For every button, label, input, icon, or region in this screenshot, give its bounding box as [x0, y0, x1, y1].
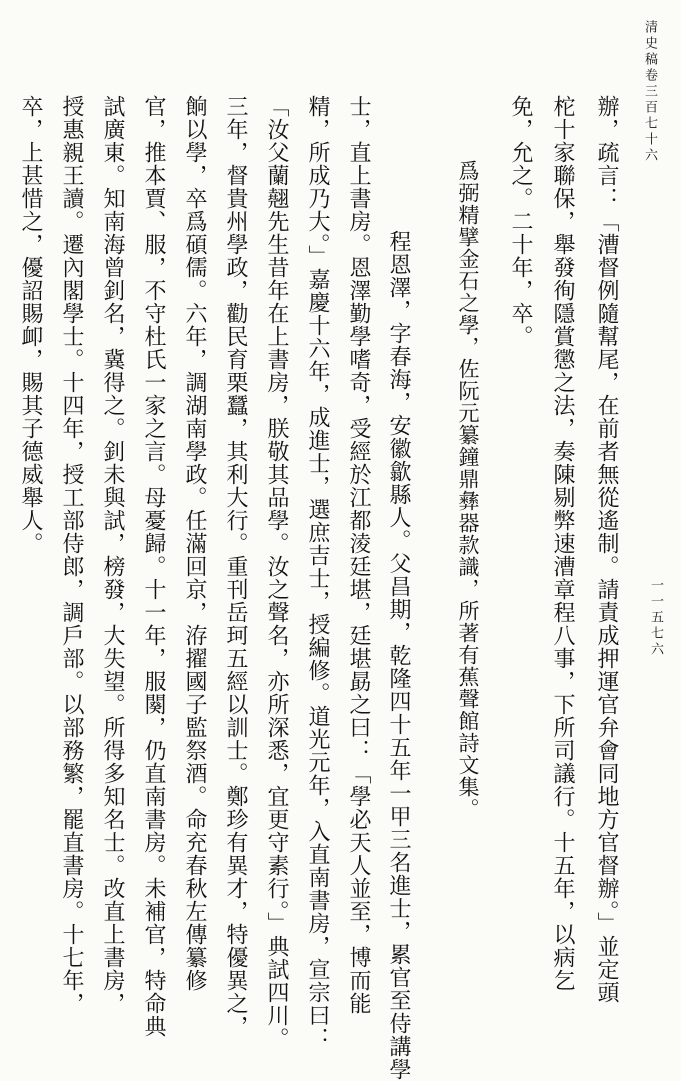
- text-column: 授惠親王讀。遷內閣學士。十四年，授工部侍郎，調戶部。以部務繁，罷直書房。十七年，: [59, 95, 84, 1015]
- text-column: 士，直上書房。恩澤勤學嗜奇，受經於江都淩廷堪，廷堪勗之曰：「學必天人並至，博而能: [346, 95, 371, 1015]
- text-column-note: 爲弼精擘金石之學，佐阮元纂鐘鼎彝器款識，所著有蕉聲館詩文集。: [456, 160, 480, 820]
- text-column: 試廣東。知南海曾釗名，冀得之。釗未與試，榜發，大失望。所得多知名士。改直上書房，: [100, 95, 125, 1015]
- running-title: 清史稿卷三百七十六: [642, 20, 657, 164]
- text-column: 精，所成乃大。」嘉慶十六年，成進士，選庶吉士，授編修。道光元年，入直南書房，宣宗曰：: [305, 95, 330, 1050]
- text-column: 官，推本賈、服，不守杜氏一家之言。母憂歸。十一年，服闋，仍直南書房。未補官，特命典: [141, 95, 166, 1038]
- text-column: 免，允之。二十年，卒。: [508, 95, 533, 348]
- text-column: 卒，上甚惜之，優詔賜卹，賜其子德威舉人。: [18, 95, 43, 555]
- page-number: 一一五七六: [648, 578, 663, 658]
- text-column: 三年，督貴州學政，勸民育栗蠶，其利大行。重刊岳珂五經以訓士。鄭珍有異才，特優異之，: [223, 95, 248, 1038]
- text-column: 柁十家聯保，舉發徇隱賞懲之法，奏陳剔弊速漕章程八事，下所司議行。十五年，以病乞: [550, 95, 575, 992]
- text-column: 餉以學，卒爲碩儒。六年，調湖南學政。任滿回京，洊擢國子監祭酒。命充春秋左傳纂修: [182, 95, 207, 992]
- text-column: 程恩澤，字春海，安徽歙縣人。父昌期，乾隆四十五年一甲三名進士，累官至侍講學: [386, 230, 411, 1081]
- text-column: 辦，疏言：「漕督例隨幫尾，在前者無從遙制。請責成押運官弁會同地方官督辦。」並定頭: [594, 95, 619, 1004]
- text-column: 「汝父蘭翹先生昔年在上書房，朕敬其品學。汝之聲名，亦所深悉，宜更守素行。」典試四川。: [264, 95, 289, 1050]
